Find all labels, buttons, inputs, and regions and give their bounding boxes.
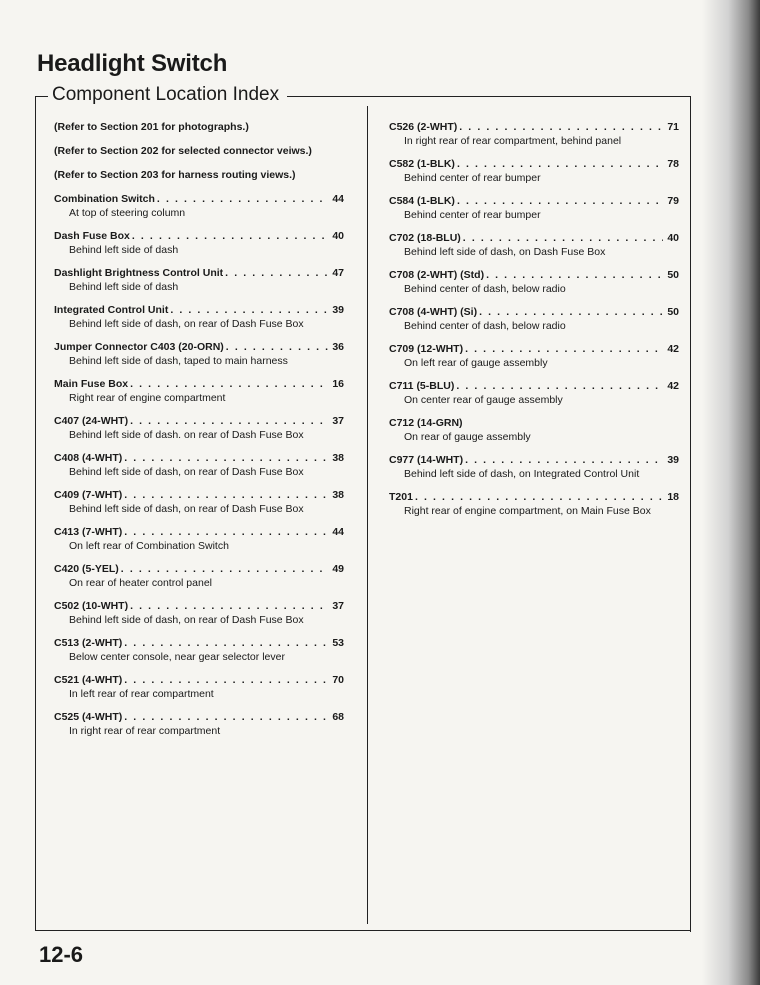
dot-leader — [130, 377, 328, 391]
dot-leader — [415, 490, 663, 504]
page-reference: 50 — [667, 306, 679, 318]
page-reference: 16 — [332, 378, 344, 390]
entry-heading — [389, 268, 679, 282]
location-description: Right rear of engine compartment, on Main Fuse Box — [404, 505, 651, 517]
entry-heading — [54, 525, 344, 539]
entry-heading — [54, 377, 344, 391]
component-name: Jumper Connector C403 (20-ORN) — [54, 341, 224, 353]
page-reference: 38 — [332, 452, 344, 464]
component-name: C708 (2-WHT) (Std) — [389, 269, 485, 281]
index-entry — [389, 305, 679, 333]
location-description: Right rear of engine compartment — [69, 392, 226, 404]
component-name: C407 (24-WHT) — [54, 415, 129, 427]
location-description: At top of steering column — [69, 207, 186, 219]
right-index-list — [389, 120, 679, 518]
page-title: Headlight Switch — [37, 50, 228, 77]
component-name: C712 (14-GRN) — [389, 417, 463, 429]
component-name: Dash Fuse Box — [54, 230, 130, 242]
index-entry — [54, 710, 344, 738]
dot-leader — [456, 379, 663, 393]
index-entry — [54, 377, 344, 405]
index-entry — [389, 379, 679, 407]
dot-leader — [121, 562, 328, 576]
page-reference: 39 — [667, 454, 679, 466]
location-description: Behind left side of dash. on rear of Dash Fuse Box — [69, 429, 304, 441]
entry-heading — [389, 231, 679, 245]
entry-heading — [54, 673, 344, 687]
dot-leader — [124, 451, 328, 465]
component-name: T201 — [389, 491, 413, 503]
index-entry — [389, 342, 679, 370]
index-entry — [54, 562, 344, 590]
component-name: C521 (4-WHT) — [54, 674, 123, 686]
component-name: C409 (7-WHT) — [54, 489, 123, 501]
dot-leader — [157, 192, 328, 206]
location-description: Behind left side of dash — [69, 281, 179, 293]
component-name: C420 (5-YEL) — [54, 563, 119, 575]
frame-border-right — [690, 96, 691, 932]
page-reference: 42 — [667, 380, 679, 392]
dot-leader — [479, 305, 663, 319]
index-entry — [389, 194, 679, 222]
reference-notes — [54, 120, 344, 182]
component-name: Combination Switch — [54, 193, 155, 205]
entry-heading — [54, 488, 344, 502]
location-description: On left rear of gauge assembly — [404, 357, 548, 369]
location-description: Behind left side of dash, on Dash Fuse Box — [404, 246, 606, 258]
dot-leader — [170, 303, 328, 317]
entry-heading — [54, 192, 344, 206]
location-description: Behind left side of dash, on rear of Dash Fuse Box — [69, 466, 304, 478]
location-description: On left rear of Combination Switch — [69, 540, 229, 552]
page-reference: 42 — [667, 343, 679, 355]
entry-heading — [389, 416, 679, 430]
index-entry — [389, 157, 679, 185]
component-name: C413 (7-WHT) — [54, 526, 123, 538]
index-entry — [389, 490, 679, 518]
index-entry — [54, 229, 344, 257]
index-entry — [54, 340, 344, 368]
page-reference: 49 — [332, 563, 344, 575]
page-reference: 39 — [332, 304, 344, 316]
component-name: Integrated Control Unit — [54, 304, 169, 316]
index-entry — [389, 268, 679, 296]
section-subtitle: Component Location Index — [48, 84, 287, 106]
location-description: Behind left side of dash, on rear of Dash Fuse Box — [69, 503, 304, 515]
component-name: C708 (4-WHT) (Si) — [389, 306, 478, 318]
component-name: Main Fuse Box — [54, 378, 129, 390]
entry-heading — [54, 710, 344, 724]
component-name: C526 (2-WHT) — [389, 121, 458, 133]
reference-note: (Refer to Section 202 for selected connector veiws.) — [54, 145, 312, 157]
entry-heading — [54, 340, 344, 354]
component-name: Dashlight Brightness Control Unit — [54, 267, 224, 279]
entry-heading — [54, 636, 344, 650]
location-description: In left rear of rear compartment — [69, 688, 214, 700]
index-entry — [54, 303, 344, 331]
page-reference: 50 — [667, 269, 679, 281]
entry-heading — [389, 453, 679, 467]
component-name: C711 (5-BLU) — [389, 380, 455, 392]
index-entry — [389, 231, 679, 259]
frame-border-bottom — [35, 930, 691, 931]
page-reference: 78 — [667, 158, 679, 170]
component-name: C513 (2-WHT) — [54, 637, 123, 649]
entry-heading — [389, 120, 679, 134]
entry-heading — [389, 157, 679, 171]
index-entry — [54, 525, 344, 553]
entry-heading — [389, 490, 679, 504]
location-description: On center rear of gauge assembly — [404, 394, 563, 406]
location-description: Behind center of rear bumper — [404, 209, 541, 221]
entry-heading — [54, 414, 344, 428]
location-description: Behind center of dash, below radio — [404, 320, 566, 332]
page-reference: 18 — [667, 491, 679, 503]
entry-heading — [54, 599, 344, 613]
page-reference: 40 — [667, 232, 679, 244]
page-reference: 68 — [332, 711, 344, 723]
index-entry — [54, 673, 344, 701]
dot-leader — [124, 636, 328, 650]
dot-leader — [463, 231, 663, 245]
entry-heading — [389, 379, 679, 393]
location-description: Behind center of dash, below radio — [404, 283, 566, 295]
index-entry — [389, 120, 679, 148]
page-number: 12-6 — [39, 942, 84, 967]
dot-leader — [457, 157, 663, 171]
reference-note: (Refer to Section 201 for photographs.) — [54, 121, 249, 133]
component-name: C525 (4-WHT) — [54, 711, 123, 723]
location-description: Behind left side of dash, on rear of Dash Fuse Box — [69, 318, 304, 330]
entry-heading — [389, 194, 679, 208]
location-description: Behind center of rear bumper — [404, 172, 541, 184]
dot-leader — [132, 229, 328, 243]
entry-heading — [54, 229, 344, 243]
page-reference: 40 — [332, 230, 344, 242]
index-entry — [54, 599, 344, 627]
page-reference: 37 — [332, 415, 344, 427]
page-reference: 53 — [332, 637, 344, 649]
dot-leader — [465, 342, 663, 356]
location-description: In right rear of rear compartment — [69, 725, 221, 737]
left-index-list — [54, 192, 344, 738]
page-reference: 70 — [332, 674, 344, 686]
entry-heading — [389, 342, 679, 356]
index-entry — [54, 266, 344, 294]
component-name: C582 (1-BLK) — [389, 158, 455, 170]
dot-leader — [130, 599, 328, 613]
page-reference: 36 — [332, 341, 344, 353]
entry-heading — [54, 303, 344, 317]
dot-leader — [465, 453, 663, 467]
page-reference: 71 — [667, 121, 679, 133]
page-reference: 44 — [332, 526, 344, 538]
page-reference: 44 — [332, 193, 344, 205]
frame-border-left — [35, 96, 36, 930]
location-description: Below center console, near gear selector lever — [69, 651, 285, 663]
location-description: Behind left side of dash, taped to main harness — [69, 355, 288, 367]
entry-heading — [54, 266, 344, 280]
index-entry — [54, 636, 344, 664]
dot-leader — [457, 194, 663, 208]
component-name: C977 (14-WHT) — [389, 454, 464, 466]
reference-note: (Refer to Section 203 for harness routing views.) — [54, 169, 296, 181]
index-entry — [389, 453, 679, 481]
component-name: C709 (12-WHT) — [389, 343, 464, 355]
component-name: C408 (4-WHT) — [54, 452, 123, 464]
location-description: Behind left side of dash, on Integrated Control Unit — [404, 468, 640, 480]
entry-heading — [54, 451, 344, 465]
dot-leader — [124, 488, 328, 502]
dot-leader — [226, 340, 328, 354]
index-entry — [54, 414, 344, 442]
dot-leader — [225, 266, 328, 280]
dot-leader — [124, 710, 328, 724]
dot-leader — [124, 673, 328, 687]
left-column — [54, 120, 344, 747]
location-description: Behind left side of dash, on rear of Dash Fuse Box — [69, 614, 304, 626]
page-reference: 79 — [667, 195, 679, 207]
entry-heading — [389, 305, 679, 319]
dot-leader — [459, 120, 663, 134]
page-reference: 37 — [332, 600, 344, 612]
entry-heading — [54, 562, 344, 576]
page-reference: 47 — [332, 267, 344, 279]
component-name: C702 (18-BLU) — [389, 232, 461, 244]
index-entry — [54, 488, 344, 516]
index-entry — [54, 192, 344, 220]
location-description: On rear of gauge assembly — [404, 431, 531, 443]
dot-leader — [486, 268, 663, 282]
location-description: On rear of heater control panel — [69, 577, 213, 589]
component-name: C502 (10-WHT) — [54, 600, 129, 612]
page-reference: 38 — [332, 489, 344, 501]
index-entry — [389, 416, 679, 444]
location-description: In right rear of rear compartment, behind panel — [404, 135, 622, 147]
index-entry — [54, 451, 344, 479]
dot-leader — [130, 414, 328, 428]
component-name: C584 (1-BLK) — [389, 195, 455, 207]
location-description: Behind left side of dash — [69, 244, 179, 256]
right-column — [389, 120, 679, 527]
dot-leader — [124, 525, 328, 539]
binding-shadow — [702, 0, 760, 985]
column-divider — [367, 106, 368, 924]
